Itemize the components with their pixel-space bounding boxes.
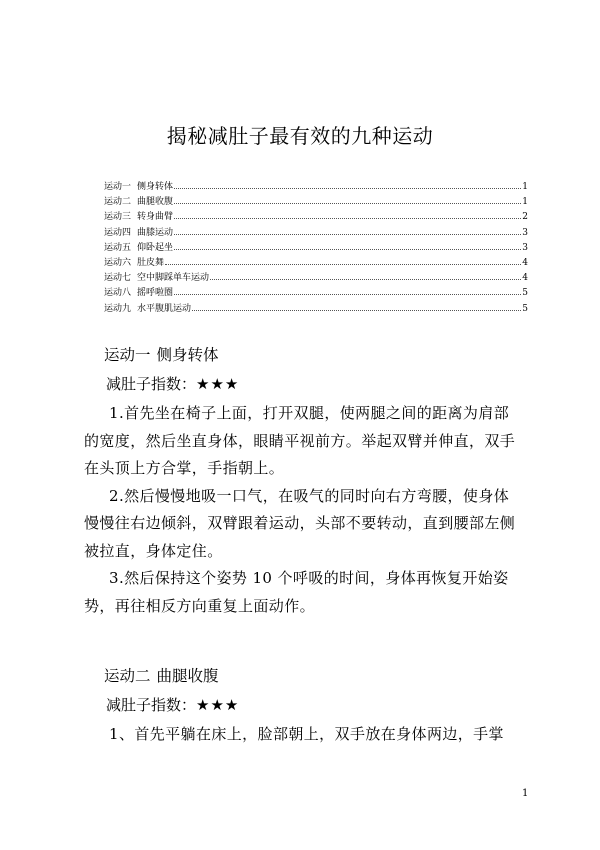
toc-entry-page: 4 bbox=[522, 257, 528, 268]
rating-line bbox=[106, 368, 520, 400]
toc-entry[interactable] bbox=[104, 302, 528, 317]
exercise-section-1 bbox=[84, 342, 520, 620]
toc-leader-dots bbox=[174, 217, 521, 219]
toc-leader-dots bbox=[174, 187, 521, 189]
section-heading: 运动一 侧身转体 bbox=[104, 346, 219, 364]
rating-line bbox=[106, 689, 520, 721]
toc-leader-dots bbox=[165, 263, 521, 265]
toc-leader-dots bbox=[174, 293, 521, 295]
toc-entry-page: 2 bbox=[522, 212, 528, 223]
toc-leader-dots bbox=[210, 278, 521, 280]
toc-entry-label: 运动七 空中脚踩单车运动 bbox=[104, 273, 210, 284]
toc-leader-dots bbox=[192, 309, 521, 311]
toc-entry[interactable] bbox=[104, 271, 528, 286]
exercise-section-2 bbox=[84, 663, 520, 749]
toc-entry[interactable] bbox=[104, 195, 528, 210]
toc-entry-label: 运动五 仰卧起坐 bbox=[104, 242, 174, 253]
section-heading: 运动二 曲腿收腹 bbox=[104, 667, 219, 685]
rating-label: 减肚子指数： bbox=[106, 696, 197, 714]
paragraph: 2.然后慢慢地吸一口气，在吸气的同时向右方弯腰，使身体慢慢往右边倾斜，双臂跟着运动，头部不要转动，直到腰部左侧被拉直，身体定住。 bbox=[84, 486, 516, 560]
toc-entry-page: 5 bbox=[522, 303, 528, 314]
toc-leader-dots bbox=[174, 233, 521, 235]
page-title: 揭秘减肚子最有效的九种运动 bbox=[166, 124, 434, 148]
toc-entry-page: 3 bbox=[522, 227, 528, 238]
toc-leader-dots bbox=[174, 202, 521, 204]
paragraph: 3.然后保持这个姿势 10 个呼吸的时间，身体再恢复开始姿势，再往相反方向重复上面动作。 bbox=[84, 569, 509, 615]
toc-entry-label: 运动一 侧身转体 bbox=[104, 182, 174, 192]
toc-entry[interactable] bbox=[104, 226, 528, 241]
rating-stars: ★★★ bbox=[196, 696, 240, 714]
toc-entry-label: 运动六 肚皮舞 bbox=[104, 257, 165, 268]
toc-entry-label: 运动九 水平腹肌运动 bbox=[104, 303, 192, 314]
toc-entry[interactable] bbox=[104, 256, 528, 271]
toc-entry-label: 运动三 转身曲臂 bbox=[104, 212, 174, 223]
toc-entry-label: 运动八 摇呼啦圈 bbox=[104, 288, 174, 299]
toc-entry-page: 5 bbox=[522, 288, 528, 299]
rating-label: 减肚子指数： bbox=[106, 375, 197, 393]
toc-entry[interactable] bbox=[104, 241, 528, 256]
toc-entry[interactable] bbox=[104, 210, 528, 225]
toc-entry[interactable] bbox=[104, 286, 528, 301]
toc-entry-page: 1 bbox=[522, 182, 528, 192]
toc-entry-page: 1 bbox=[522, 197, 528, 208]
toc-entry-label: 运动四 曲膝运动 bbox=[104, 227, 174, 238]
toc-entry[interactable] bbox=[104, 180, 528, 195]
toc-leader-dots bbox=[174, 248, 521, 250]
paragraph: 1.首先坐在椅子上面，打开双腿，使两腿之间的距离为肩部的宽度，然后坐直身体，眼睛平视前方。举起双臂并伸直，双手在头顶上方合掌，手指朝上。 bbox=[84, 404, 516, 477]
page-number: 1 bbox=[522, 788, 529, 799]
toc-entry-page: 4 bbox=[522, 273, 528, 284]
paragraph: 1、首先平躺在床上，脸部朝上，双手放在身体两边，手掌 bbox=[109, 725, 504, 743]
rating-stars: ★★★ bbox=[196, 375, 240, 393]
table-of-contents bbox=[104, 180, 528, 317]
toc-entry-page: 3 bbox=[522, 242, 528, 253]
toc-entry-label: 运动二 曲腿收腹 bbox=[104, 197, 174, 208]
